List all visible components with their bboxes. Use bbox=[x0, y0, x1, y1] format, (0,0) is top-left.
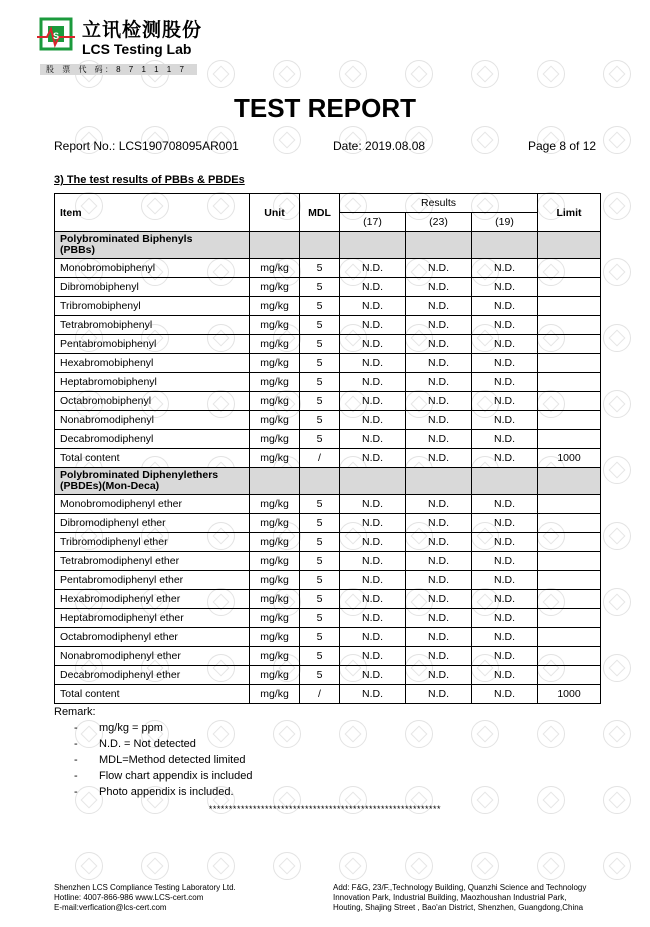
cell-r3: N.D. bbox=[472, 430, 538, 449]
cell-unit: mg/kg bbox=[250, 316, 300, 335]
table-row bbox=[55, 514, 601, 533]
watermark-icon bbox=[273, 852, 301, 880]
cell-r1: N.D. bbox=[340, 533, 406, 552]
table-row bbox=[55, 533, 601, 552]
cell-unit: mg/kg bbox=[250, 647, 300, 666]
cell-mdl: 5 bbox=[300, 411, 340, 430]
cell-limit bbox=[538, 552, 601, 571]
header-unit: Unit bbox=[250, 194, 300, 232]
group-empty-cell bbox=[300, 468, 340, 495]
cell-r2: N.D. bbox=[406, 316, 472, 335]
cell-r1: N.D. bbox=[340, 278, 406, 297]
cell-r2: N.D. bbox=[406, 373, 472, 392]
cell-item: Monobromobiphenyl bbox=[55, 259, 250, 278]
header-results: Results bbox=[340, 194, 538, 213]
cell-item: Decabromodiphenyl bbox=[55, 430, 250, 449]
group-title-line: (PBDEs)(Mon-Deca) bbox=[60, 480, 160, 492]
cell-unit: mg/kg bbox=[250, 354, 300, 373]
cell-r1: N.D. bbox=[340, 259, 406, 278]
watermark-icon bbox=[537, 60, 565, 88]
remark-text: MDL=Method detected limited bbox=[99, 754, 246, 766]
cell-mdl: 5 bbox=[300, 552, 340, 571]
cell-limit bbox=[538, 411, 601, 430]
cell-limit bbox=[538, 259, 601, 278]
table-row bbox=[55, 316, 601, 335]
table-row bbox=[55, 430, 601, 449]
group-title-line: Polybrominated Biphenyls bbox=[60, 233, 193, 245]
footer-left-line: Shenzhen LCS Compliance Testing Laboratory Ltd. bbox=[54, 883, 236, 892]
cell-item: Tribromodiphenyl ether bbox=[55, 533, 250, 552]
cell-unit: mg/kg bbox=[250, 278, 300, 297]
results-table bbox=[54, 193, 601, 704]
report-date: Date: 2019.08.08 bbox=[333, 139, 426, 153]
footer-left-line: Hotline: 4007-866-986 www.LCS-cert.com bbox=[54, 893, 204, 902]
cell-limit bbox=[538, 278, 601, 297]
watermark-icon bbox=[471, 720, 499, 748]
svg-text:S: S bbox=[52, 31, 60, 41]
cell-item: Octabromobiphenyl bbox=[55, 392, 250, 411]
cell-r3: N.D. bbox=[472, 647, 538, 666]
watermark-icon bbox=[603, 126, 631, 154]
cell-unit: mg/kg bbox=[250, 666, 300, 685]
cell-r3: N.D. bbox=[472, 335, 538, 354]
cell-mdl: 5 bbox=[300, 571, 340, 590]
cell-r2: N.D. bbox=[406, 297, 472, 316]
cell-unit: mg/kg bbox=[250, 430, 300, 449]
watermark-icon bbox=[603, 522, 631, 550]
group-empty-cell bbox=[250, 232, 300, 259]
cell-unit: mg/kg bbox=[250, 628, 300, 647]
footer-right bbox=[333, 883, 586, 913]
cell-r1: N.D. bbox=[340, 411, 406, 430]
cell-item: Nonabromodiphenyl bbox=[55, 411, 250, 430]
cell-item: Decabromodiphenyl ether bbox=[55, 666, 250, 685]
group-title-line: Polybrominated Diphenylethers bbox=[60, 469, 219, 481]
watermark-icon bbox=[603, 852, 631, 880]
cell-r3: N.D. bbox=[472, 495, 538, 514]
cell-unit: mg/kg bbox=[250, 259, 300, 278]
table-row bbox=[55, 647, 601, 666]
group-empty-cell bbox=[300, 232, 340, 259]
watermark-icon bbox=[537, 852, 565, 880]
table-row bbox=[55, 628, 601, 647]
table-row bbox=[55, 411, 601, 430]
cell-r3: N.D. bbox=[472, 552, 538, 571]
watermark-icon bbox=[603, 654, 631, 682]
cell-unit: mg/kg bbox=[250, 552, 300, 571]
cell-r1: N.D. bbox=[340, 514, 406, 533]
cell-item: Hexabromobiphenyl bbox=[55, 354, 250, 373]
table-row bbox=[55, 259, 601, 278]
cell-limit bbox=[538, 609, 601, 628]
header-sample: (17) bbox=[340, 213, 406, 232]
cell-r1: N.D. bbox=[340, 297, 406, 316]
cell-mdl: 5 bbox=[300, 335, 340, 354]
remark-dash: - bbox=[74, 770, 78, 782]
cell-mdl: 5 bbox=[300, 666, 340, 685]
cell-limit bbox=[538, 316, 601, 335]
watermark-icon bbox=[273, 126, 301, 154]
cell-r2: N.D. bbox=[406, 449, 472, 468]
watermark-icon bbox=[339, 852, 367, 880]
cell-item: Hexabromodiphenyl ether bbox=[55, 590, 250, 609]
group-empty-cell bbox=[406, 468, 472, 495]
end-of-report-marker: ********************************************************** bbox=[208, 804, 442, 814]
table-row bbox=[55, 392, 601, 411]
header-sample: (19) bbox=[472, 213, 538, 232]
cell-unit: mg/kg bbox=[250, 685, 300, 704]
cell-limit bbox=[538, 628, 601, 647]
watermark-icon bbox=[405, 60, 433, 88]
cell-limit bbox=[538, 514, 601, 533]
cell-mdl: 5 bbox=[300, 495, 340, 514]
group-header-row bbox=[55, 232, 601, 259]
table-row bbox=[55, 373, 601, 392]
cell-limit bbox=[538, 430, 601, 449]
remark-note bbox=[74, 770, 252, 782]
cell-unit: mg/kg bbox=[250, 533, 300, 552]
remark-text: Photo appendix is included. bbox=[99, 786, 234, 798]
cell-r2: N.D. bbox=[406, 571, 472, 590]
cell-item: Octabromodiphenyl ether bbox=[55, 628, 250, 647]
cell-item: Pentabromobiphenyl bbox=[55, 335, 250, 354]
cell-r2: N.D. bbox=[406, 609, 472, 628]
cell-r2: N.D. bbox=[406, 259, 472, 278]
cell-r2: N.D. bbox=[406, 685, 472, 704]
cell-limit: 1000 bbox=[538, 449, 601, 468]
watermark-icon bbox=[207, 720, 235, 748]
cell-mdl: 5 bbox=[300, 373, 340, 392]
cell-mdl: 5 bbox=[300, 609, 340, 628]
remark-dash: - bbox=[74, 738, 78, 750]
cell-r3: N.D. bbox=[472, 514, 538, 533]
table-row bbox=[55, 278, 601, 297]
cell-r3: N.D. bbox=[472, 628, 538, 647]
cell-r3: N.D. bbox=[472, 590, 538, 609]
watermark-icon bbox=[603, 588, 631, 616]
cell-r2: N.D. bbox=[406, 533, 472, 552]
watermark-icon bbox=[471, 126, 499, 154]
cell-r2: N.D. bbox=[406, 552, 472, 571]
cell-item: Total content bbox=[55, 685, 250, 704]
cell-item: Heptabromobiphenyl bbox=[55, 373, 250, 392]
cell-mdl: 5 bbox=[300, 392, 340, 411]
watermark-icon bbox=[537, 720, 565, 748]
cell-r1: N.D. bbox=[340, 666, 406, 685]
watermark-icon bbox=[603, 192, 631, 220]
cell-r1: N.D. bbox=[340, 449, 406, 468]
cell-mdl: 5 bbox=[300, 354, 340, 373]
remark-note bbox=[74, 722, 163, 734]
watermark-icon bbox=[603, 60, 631, 88]
group-empty-cell bbox=[538, 232, 601, 259]
remark-note bbox=[74, 754, 245, 766]
cell-mdl: 5 bbox=[300, 430, 340, 449]
cell-r3: N.D. bbox=[472, 373, 538, 392]
remark-dash: - bbox=[74, 786, 78, 798]
cell-r1: N.D. bbox=[340, 647, 406, 666]
cell-mdl: 5 bbox=[300, 259, 340, 278]
watermark-icon bbox=[273, 720, 301, 748]
cell-mdl: 5 bbox=[300, 514, 340, 533]
cell-item: Dibromobiphenyl bbox=[55, 278, 250, 297]
cell-mdl: 5 bbox=[300, 590, 340, 609]
cell-limit bbox=[538, 495, 601, 514]
cell-r3: N.D. bbox=[472, 609, 538, 628]
watermark-icon bbox=[603, 258, 631, 286]
cell-unit: mg/kg bbox=[250, 495, 300, 514]
cell-r2: N.D. bbox=[406, 628, 472, 647]
header-sample: (23) bbox=[406, 213, 472, 232]
table-row bbox=[55, 552, 601, 571]
header-limit: Limit bbox=[538, 194, 601, 232]
stock-code: 股 票 代 码: 8 7 1 1 1 7 bbox=[40, 64, 197, 75]
remark-text: mg/kg = ppm bbox=[99, 722, 163, 734]
cell-r2: N.D. bbox=[406, 411, 472, 430]
cell-limit bbox=[538, 533, 601, 552]
remark-label: Remark: bbox=[54, 706, 96, 718]
cell-item: Pentabromodiphenyl ether bbox=[55, 571, 250, 590]
cell-limit bbox=[538, 354, 601, 373]
cell-r3: N.D. bbox=[472, 392, 538, 411]
company-name-en: LCS Testing Lab bbox=[82, 41, 192, 57]
cell-r3: N.D. bbox=[472, 297, 538, 316]
cell-r2: N.D. bbox=[406, 590, 472, 609]
cell-r2: N.D. bbox=[406, 392, 472, 411]
footer-left-line: E-mail:verfication@lcs-cert.com bbox=[54, 903, 167, 912]
section-title: 3) The test results of PBBs & PBDEs bbox=[54, 174, 245, 186]
table-row bbox=[55, 354, 601, 373]
cell-mdl: 5 bbox=[300, 647, 340, 666]
remark-text: Flow chart appendix is included bbox=[99, 770, 253, 782]
cell-item: Tetrabromobiphenyl bbox=[55, 316, 250, 335]
group-empty-cell bbox=[472, 232, 538, 259]
cell-r1: N.D. bbox=[340, 495, 406, 514]
cell-item: Monobromodiphenyl ether bbox=[55, 495, 250, 514]
table-row bbox=[55, 609, 601, 628]
footer-left bbox=[54, 883, 236, 913]
table-row bbox=[55, 335, 601, 354]
table-row bbox=[55, 495, 601, 514]
remark-text: N.D. = Not detected bbox=[99, 738, 196, 750]
cell-r3: N.D. bbox=[472, 685, 538, 704]
cell-limit bbox=[538, 392, 601, 411]
group-title bbox=[55, 468, 250, 495]
cell-mdl: 5 bbox=[300, 278, 340, 297]
cell-mdl: 5 bbox=[300, 628, 340, 647]
watermark-icon bbox=[471, 852, 499, 880]
cell-r3: N.D. bbox=[472, 449, 538, 468]
cell-r2: N.D. bbox=[406, 647, 472, 666]
cell-unit: mg/kg bbox=[250, 392, 300, 411]
watermark-icon bbox=[603, 456, 631, 484]
cell-r2: N.D. bbox=[406, 430, 472, 449]
footer-right-line: Innovation Park, Industrial Building, Maozhoushan Industrial Park, bbox=[333, 893, 567, 902]
cell-limit bbox=[538, 666, 601, 685]
cell-limit bbox=[538, 297, 601, 316]
cell-r1: N.D. bbox=[340, 316, 406, 335]
cell-r2: N.D. bbox=[406, 666, 472, 685]
cell-r1: N.D. bbox=[340, 590, 406, 609]
cell-unit: mg/kg bbox=[250, 411, 300, 430]
cell-mdl: 5 bbox=[300, 297, 340, 316]
watermark-icon bbox=[603, 720, 631, 748]
cell-r3: N.D. bbox=[472, 278, 538, 297]
cell-r3: N.D. bbox=[472, 354, 538, 373]
watermark-icon bbox=[339, 60, 367, 88]
cell-r3: N.D. bbox=[472, 666, 538, 685]
cell-unit: mg/kg bbox=[250, 335, 300, 354]
report-number: Report No.: LCS190708095AR001 bbox=[54, 139, 239, 153]
group-empty-cell bbox=[538, 468, 601, 495]
watermark-icon bbox=[471, 60, 499, 88]
page-number: Page 8 of 12 bbox=[528, 139, 597, 153]
cell-limit bbox=[538, 647, 601, 666]
table-row bbox=[55, 685, 601, 704]
group-empty-cell bbox=[250, 468, 300, 495]
cell-mdl: / bbox=[300, 685, 340, 704]
cell-r2: N.D. bbox=[406, 278, 472, 297]
cell-r1: N.D. bbox=[340, 609, 406, 628]
remark-note bbox=[74, 738, 196, 750]
cell-unit: mg/kg bbox=[250, 590, 300, 609]
header-mdl: MDL bbox=[300, 194, 340, 232]
cell-r2: N.D. bbox=[406, 354, 472, 373]
cell-r1: N.D. bbox=[340, 571, 406, 590]
cell-item: Tetrabromodiphenyl ether bbox=[55, 552, 250, 571]
group-empty-cell bbox=[472, 468, 538, 495]
watermark-icon bbox=[207, 60, 235, 88]
watermark-icon bbox=[141, 852, 169, 880]
cell-item: Dibromodiphenyl ether bbox=[55, 514, 250, 533]
cell-limit bbox=[538, 571, 601, 590]
group-empty-cell bbox=[340, 232, 406, 259]
watermark-icon bbox=[405, 852, 433, 880]
cell-unit: mg/kg bbox=[250, 609, 300, 628]
footer-right-line: Houting, Shajing Street , Bao'an District, Shenzhen, Guangdong,China bbox=[333, 903, 584, 912]
cell-r3: N.D. bbox=[472, 316, 538, 335]
cell-r1: N.D. bbox=[340, 373, 406, 392]
cell-r3: N.D. bbox=[472, 571, 538, 590]
cell-r1: N.D. bbox=[340, 335, 406, 354]
cell-r2: N.D. bbox=[406, 495, 472, 514]
cell-item: Nonabromodiphenyl ether bbox=[55, 647, 250, 666]
cell-unit: mg/kg bbox=[250, 514, 300, 533]
cell-r3: N.D. bbox=[472, 259, 538, 278]
cell-r1: N.D. bbox=[340, 430, 406, 449]
footer-right-line: Add: F&G, 23/F.,Technology Building, Quanzhi Science and Technology bbox=[333, 883, 587, 892]
cell-mdl: 5 bbox=[300, 316, 340, 335]
watermark-icon bbox=[339, 720, 367, 748]
cell-item: Heptabromodiphenyl ether bbox=[55, 609, 250, 628]
cell-mdl: / bbox=[300, 449, 340, 468]
company-name-cn: 立讯检测股份 bbox=[82, 20, 203, 41]
cell-r2: N.D. bbox=[406, 335, 472, 354]
cell-r1: N.D. bbox=[340, 628, 406, 647]
table-row bbox=[55, 571, 601, 590]
cell-item: Total content bbox=[55, 449, 250, 468]
cell-limit bbox=[538, 373, 601, 392]
cell-r1: N.D. bbox=[340, 392, 406, 411]
cell-limit bbox=[538, 335, 601, 354]
cell-limit bbox=[538, 590, 601, 609]
table-row bbox=[55, 297, 601, 316]
watermark-icon bbox=[273, 60, 301, 88]
cell-r2: N.D. bbox=[406, 514, 472, 533]
cell-r1: N.D. bbox=[340, 685, 406, 704]
cell-r3: N.D. bbox=[472, 411, 538, 430]
group-empty-cell bbox=[340, 468, 406, 495]
cell-unit: mg/kg bbox=[250, 297, 300, 316]
watermark-icon bbox=[603, 324, 631, 352]
watermark-icon bbox=[207, 852, 235, 880]
group-title bbox=[55, 232, 250, 259]
table-row bbox=[55, 590, 601, 609]
cell-unit: mg/kg bbox=[250, 571, 300, 590]
group-empty-cell bbox=[406, 232, 472, 259]
page-title: TEST REPORT bbox=[233, 93, 416, 123]
remark-note bbox=[74, 786, 234, 798]
cell-unit: mg/kg bbox=[250, 449, 300, 468]
watermark-icon bbox=[75, 852, 103, 880]
cell-limit: 1000 bbox=[538, 685, 601, 704]
cell-unit: mg/kg bbox=[250, 373, 300, 392]
table-row bbox=[55, 449, 601, 468]
cell-mdl: 5 bbox=[300, 533, 340, 552]
header-item: Item bbox=[55, 194, 250, 232]
group-title-line: (PBBs) bbox=[60, 244, 96, 256]
cell-r3: N.D. bbox=[472, 533, 538, 552]
cell-r1: N.D. bbox=[340, 552, 406, 571]
cell-item: Tribromobiphenyl bbox=[55, 297, 250, 316]
group-header-row bbox=[55, 468, 601, 495]
watermark-icon bbox=[603, 390, 631, 418]
watermark-icon bbox=[405, 720, 433, 748]
remark-dash: - bbox=[74, 722, 78, 734]
table-row bbox=[55, 666, 601, 685]
cell-r1: N.D. bbox=[340, 354, 406, 373]
remark-dash: - bbox=[74, 754, 78, 766]
company-logo bbox=[37, 15, 75, 53]
